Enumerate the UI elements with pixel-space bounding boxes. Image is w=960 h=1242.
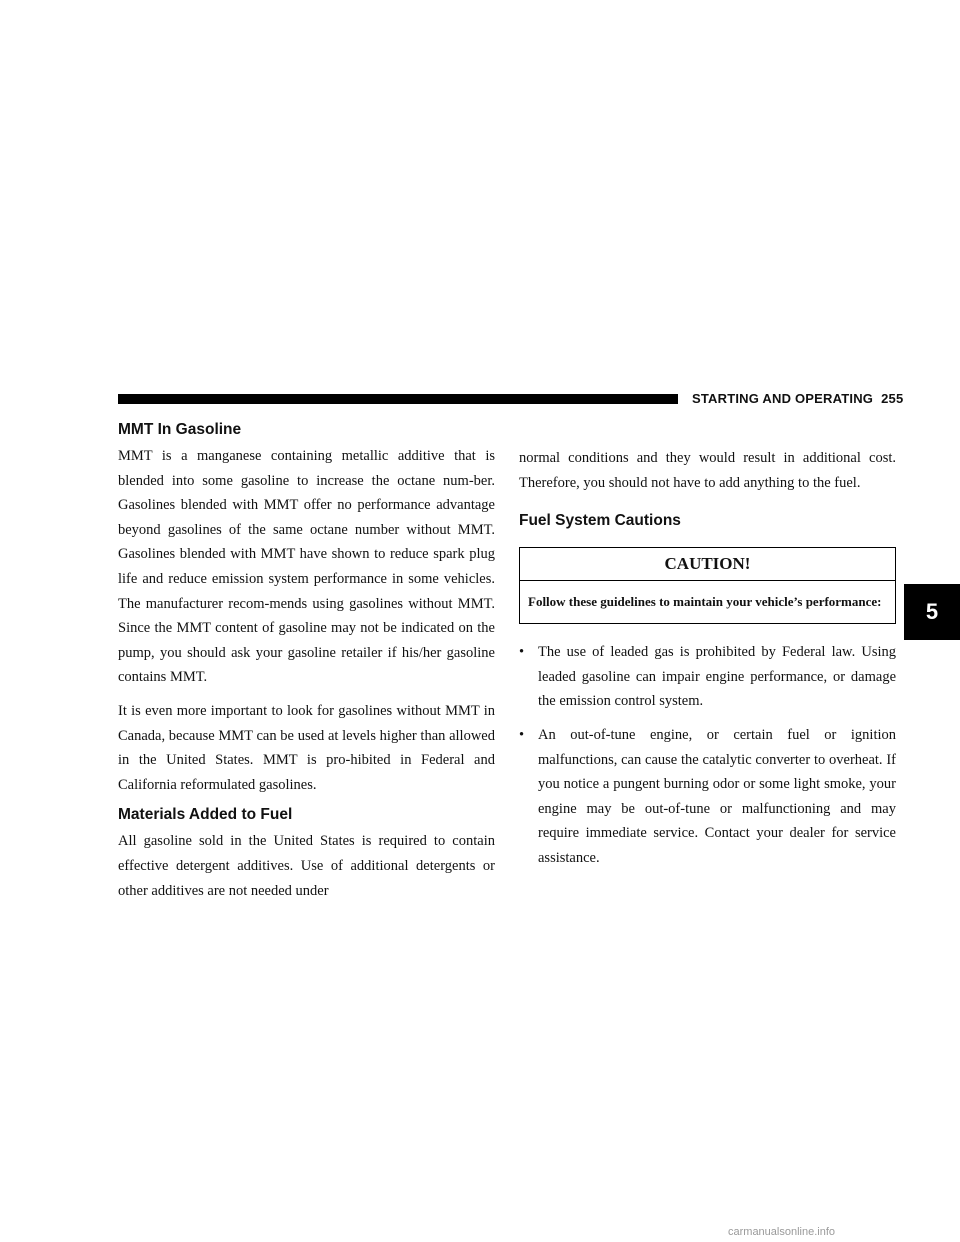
caution-text: Follow these guidelines to maintain your vehicle’s performance: xyxy=(528,594,882,610)
mmt-paragraph-1: MMT is a manganese containing metallic additive that is blended into some gasoline to increase the octane num-ber. Gasolines blended with MMT offer no performance advantage beyond gasolines of the same octane number without MMT. Gasolines blended with MMT have shown to reduce spark plug life and reduce emission system performance in some vehicles. The manufacturer recom-mends using gasolines without MMT. Since the MMT content of gasoline may not be indicated on the pump, you should ask your gasoline retailer if his/her gasoline contains MMT. xyxy=(118,448,495,686)
running-header xyxy=(692,391,903,406)
materials-paragraph: All gasoline sold in the United States is required to contain effective detergent additives. Use of additional detergents or other additives are not needed under xyxy=(118,833,495,899)
caution-title: CAUTION! xyxy=(520,548,895,581)
mmt-heading: MMT In Gasoline xyxy=(118,421,242,438)
header-section-title: STARTING AND OPERATING xyxy=(692,391,874,406)
left-column xyxy=(118,420,495,903)
caution-bullet-list xyxy=(519,640,896,870)
chapter-tab: 5 xyxy=(904,584,960,640)
mmt-paragraph-2: It is even more important to look for gasolines without MMT in Canada, because MMT can be used at levels higher than allowed in the United States. MMT is pro-hibited in Federal and California reformulated gasolines. xyxy=(118,702,495,793)
right-column xyxy=(519,446,896,887)
continued-paragraph: normal conditions and they would result in additional cost. Therefore, you should not have to add anything to the fuel. xyxy=(519,450,896,491)
materials-heading: Materials Added to Fuel xyxy=(118,806,293,824)
header-rule xyxy=(118,394,678,404)
bullet-text: An out-of-tune engine, or certain fuel or ignition malfunctions, can cause the catalytic converter to overheat. If you notice a pungent burning odor or some light smoke, your engine may be out-of-tune or malfunctioning and may require immediate service. Contact your dealer for service assistance. xyxy=(538,726,896,866)
watermark: carmanualsonline.info xyxy=(728,1226,836,1238)
bullet-icon: • xyxy=(519,644,525,661)
fuel-cautions-heading: Fuel System Cautions xyxy=(519,512,681,530)
caution-box xyxy=(519,547,896,624)
bullet-icon: • xyxy=(519,726,525,743)
bullet-item xyxy=(519,640,896,714)
page-number: 255 xyxy=(881,391,904,406)
bullet-item xyxy=(519,723,896,871)
bullet-text: The use of leaded gas is prohibited by Federal law. Using leaded gasoline can impair engine performance, or damage the emission control system. xyxy=(538,644,896,710)
